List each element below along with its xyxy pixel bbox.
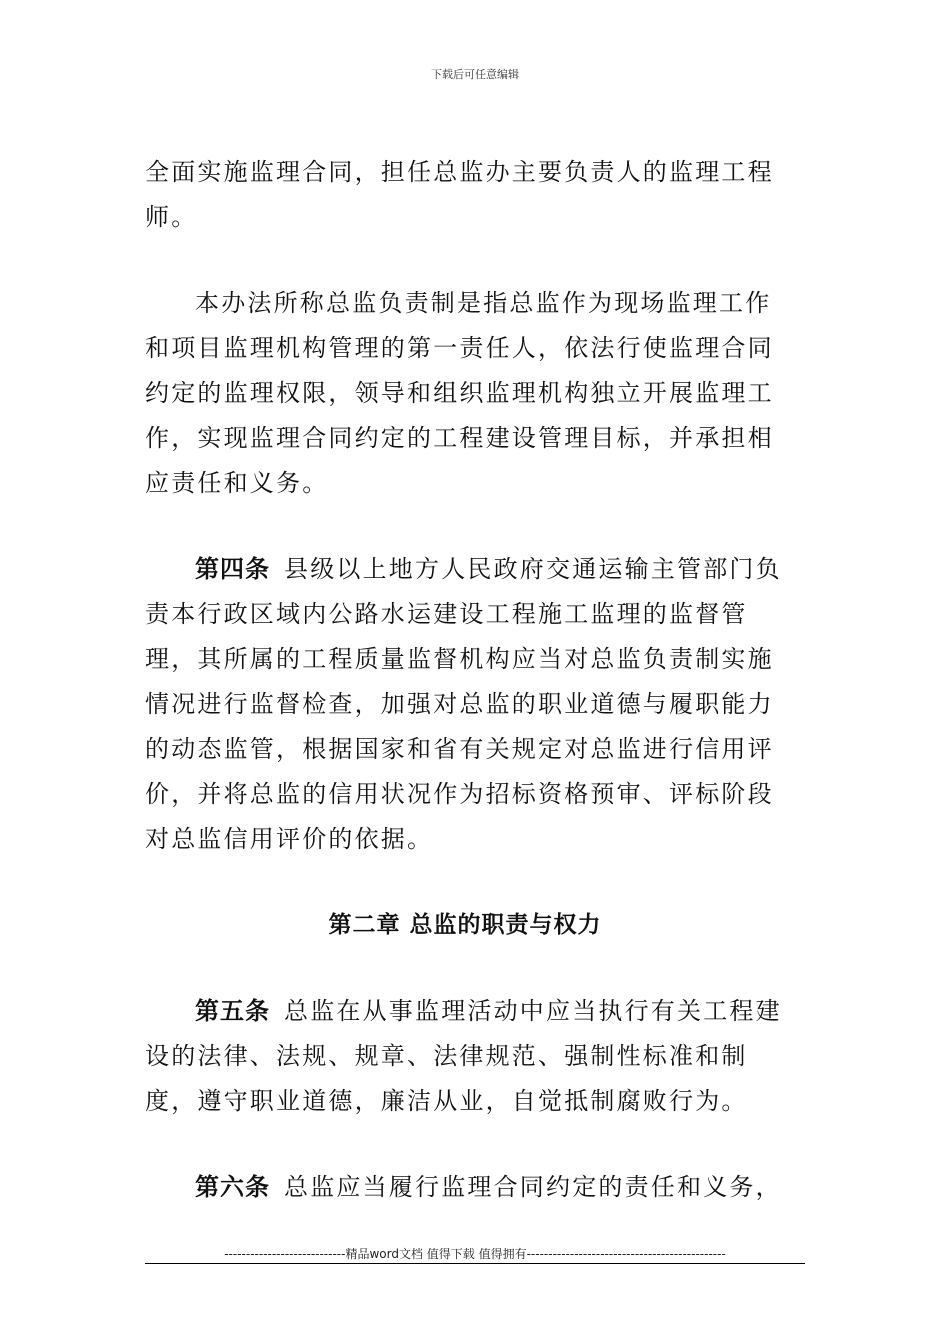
page-header: 下载后可任意编辑: [431, 68, 519, 81]
paragraph-spacer: [145, 1124, 785, 1165]
article-6-label: 第六条: [195, 1173, 270, 1201]
article-5-text: 总监在从事监理活动中应当执行有关工程建设的法律、法规、规章、法律规范、强制性标准和制度，遵守职业道德，廉洁从业，自觉抵制腐败行为。: [145, 997, 782, 1115]
footer-rule: [145, 1263, 805, 1264]
article-4-text: 县级以上地方人民政府交通运输主管部门负责本行政区域内公路水运建设工程施工监理的监督管理，其所属的工程质量监督机构应当对总监负责制实施情况进行监督检查，加强对总监的职业道德与履职能力的动态监管，根据国家和省有关规定对总监进行信用评价，并将总监的信用状况作为招标资格预审、评标阶段对总监信用评价的依据。: [145, 555, 782, 853]
article-4-label: 第四条: [195, 555, 270, 583]
paragraph-spacer: [145, 862, 785, 903]
paragraph-continuation: 全面实施监理合同，担任总监办主要负责人的监理工程师。: [145, 158, 774, 231]
article-5: [145, 989, 785, 1124]
article-6: [145, 1165, 785, 1210]
paragraph-spacer: [145, 948, 785, 989]
article-6-text: 总监应当履行监理合同约定的责任和义务，: [284, 1173, 782, 1201]
paragraph-definition: 本办法所称总监负责制是指总监作为现场监理工作和项目监理机构管理的第一责任人，依法行使监理合同约定的监理权限，领导和组织监理机构独立开展监理工作，实现监理合同约定的工程建设管理目标，并承担相应责任和义务。: [145, 289, 774, 497]
chapter-heading: 第二章 总监的职责与权力: [328, 912, 602, 938]
article-4: [145, 547, 785, 862]
page-footer: ----------------------------精品word文档 值得下载 值得拥有----------------------------------------------: [224, 1247, 726, 1261]
paragraph-spacer: [145, 506, 785, 547]
document-body: [145, 150, 785, 1210]
paragraph-spacer: [145, 240, 785, 281]
article-5-label: 第五条: [195, 997, 270, 1025]
